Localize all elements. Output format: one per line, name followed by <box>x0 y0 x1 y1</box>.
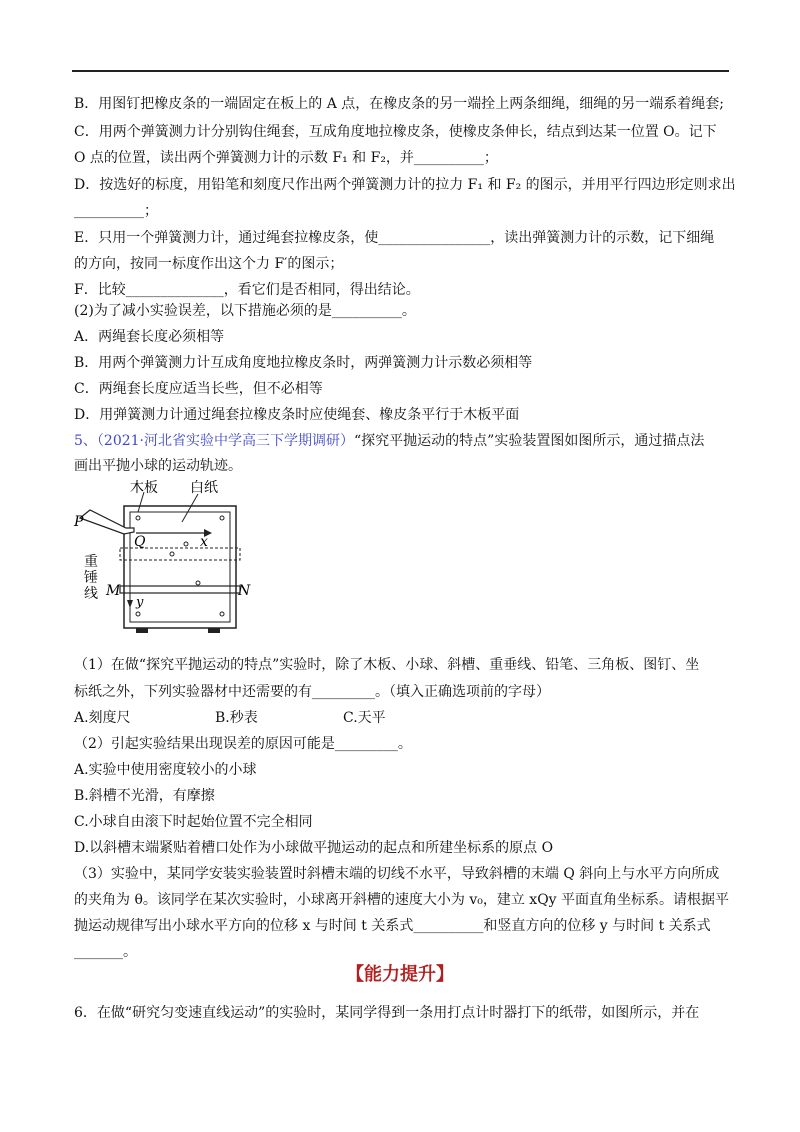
label-p: P <box>74 514 84 530</box>
label-chui: 锤 <box>84 570 98 586</box>
text-line-b: B．用图钉把橡皮条的一端固定在板上的 A 点，在橡皮条的另一端拴上两条细绳，细绳的另一端系着绳套; <box>74 96 725 112</box>
problem-6-line1: 6．在做“研究匀变速直线运动”的实验时，某同学得到一条用打点计时器打下的纸带，如图所示，并在 <box>74 1005 700 1021</box>
sub-2-question: （2）引起实验结果出现误差的原因可能是_________。 <box>74 736 412 752</box>
pin-bottom-right <box>220 612 224 616</box>
pin-dashed <box>170 552 174 556</box>
sub-1-option-b: B.秒表 <box>215 710 258 726</box>
question-2: (2)为了减小实验误差，以下措施必须的是__________。 <box>74 303 416 319</box>
problem-5-line2: 画出平抛小球的运动轨迹。 <box>74 458 242 474</box>
text-line-f: F．比较______________，看它们是否相同，得出结论。 <box>74 282 420 298</box>
y-axis-arrowhead <box>127 600 133 608</box>
chute <box>80 510 134 534</box>
top-rule <box>72 70 729 72</box>
sub-1-line2: 标纸之外，下列实验器材中还需要的有_________。（填入正确选项前的字母） <box>74 684 550 700</box>
label-wood-board: 木板 <box>130 480 158 496</box>
sub-1-option-c: C.天平 <box>343 710 386 726</box>
pin-lower <box>196 581 200 585</box>
text-line-c2: O 点的位置，读出两个弹簧测力计的示数 F₁ 和 F₂，并__________； <box>74 150 498 166</box>
text-line-e1: E．只用一个弹簧测力计，通过绳套拉橡皮条，使________________，读出弹簧测力计的示数，记下细绳 <box>74 230 715 246</box>
mn-bar <box>120 586 240 593</box>
text-line-c1: C．用两个弹簧测力计分别钩住绳套，互成角度地拉橡皮条，使橡皮条伸长，结点到达某一位置 O。记下 <box>74 124 717 140</box>
label-y: y <box>136 595 144 610</box>
sub-1-option-a: A.刻度尺 <box>74 710 131 726</box>
text-line-d2: __________； <box>74 203 158 219</box>
label-xian: 线 <box>84 586 98 602</box>
board-inner-frame <box>130 512 230 622</box>
label-pointer-paper <box>182 494 198 522</box>
problem-5-line1 <box>74 431 704 451</box>
label-n: N <box>238 583 251 599</box>
text-line-d1: D．按选好的标度，用铅笔和刻度尺作出两个弹簧测力计的拉力 F₁ 和 F₂ 的图示，并用平行四边形定则求出 <box>74 177 736 193</box>
problem-5-number: 5、 <box>74 433 97 449</box>
option-c: C．两绳套长度应适当长些，但不必相等 <box>74 381 323 397</box>
option-a: A．两绳套长度必须相等 <box>74 329 225 345</box>
label-white-paper: 白纸 <box>190 480 218 496</box>
pin-bottom-left <box>136 612 140 616</box>
pin-top-left <box>136 516 140 520</box>
sub-3-line2: 的夹角为 θ。该同学在某次实验时，小球离开斜槽的速度大小为 v₀，建立 xQy 平面直角坐标系。请根据平 <box>74 892 730 908</box>
option-d: D．用弹簧测力计通过绳套拉橡皮条时应使绳套、橡皮条平行于木板平面 <box>74 407 520 423</box>
sub-2-option-c: C.小球自由滚下时起始位置不完全相同 <box>74 814 313 830</box>
sub-1-line1: （1）在做“探究平抛运动的特点”实验时，除了木板、小球、斜槽、重垂线、铅笔、三角板、图钉、坐 <box>74 657 700 673</box>
foot-left <box>136 628 148 633</box>
sub-3-line1: （3）实验中，某同学安装实验装置时斜槽末端的切线不水平，导致斜槽的末端 Q 斜向上与水平方向所成 <box>74 866 720 882</box>
pin-top-right <box>220 516 224 520</box>
sub-3-line3: 抛运动规律写出小球水平方向的位移 x 与时间 t 关系式__________和竖直方向的位移 y 与时间 t 关系式 <box>74 918 711 934</box>
section-heading: 【能力提升】 <box>346 964 454 985</box>
foot-right <box>208 628 220 633</box>
experiment-diagram <box>72 478 252 638</box>
sub-2-option-b: B.斜槽不光滑，有摩擦 <box>74 788 215 804</box>
label-q: Q <box>134 534 146 550</box>
text-line-e2: 的方向，按同一标度作出这个力 F′的图示； <box>74 256 344 272</box>
sub-2-option-d: D.以斜槽末端紧贴着槽口处作为小球做平抛运动的起点和所建坐标系的原点 O <box>74 840 554 856</box>
problem-5-text: “探究平抛运动的特点”实验装置图如图所示，通过描点法 <box>354 433 705 449</box>
problem-5-source: （2021·河北省实验中学高三下学期调研） <box>96 433 354 449</box>
sub-2-option-a: A.实验中使用密度较小的小球 <box>74 762 257 778</box>
label-zhong: 重 <box>84 554 98 570</box>
label-x: x <box>200 534 208 550</box>
option-b: B．用两个弹簧测力计互成角度地拉橡皮条时，两弹簧测力计示数必须相等 <box>74 355 533 371</box>
sub-3-line4: _______。 <box>74 944 137 960</box>
label-m: M <box>106 583 121 599</box>
pin-middle <box>184 542 188 546</box>
